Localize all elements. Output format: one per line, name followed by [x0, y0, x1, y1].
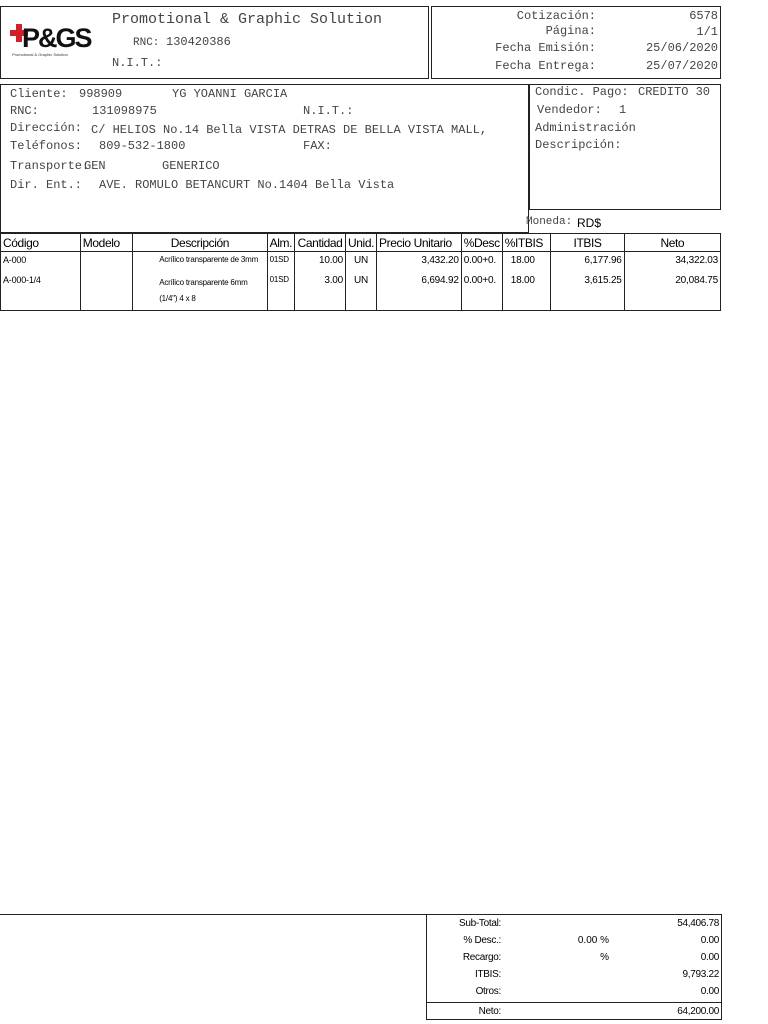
dir-ent-value: AVE. ROMULO BETANCURT No.1404 Bella Vista — [99, 178, 395, 192]
neto-value: 64,200.00 — [677, 1006, 719, 1017]
transporte-label: Transporte: — [10, 159, 90, 173]
neto-divider — [427, 1002, 721, 1003]
cell-desc: 0.00+0. — [461, 272, 502, 311]
col-precio: Precio Unitario — [377, 234, 462, 252]
emision-label: Fecha Emisión: — [495, 41, 596, 55]
recargo-value: 0.00 — [700, 952, 719, 963]
cliente-code: 998909 — [79, 87, 123, 101]
cell-pct-itbis: 18.00 — [502, 252, 551, 272]
table-header-row — [1, 234, 721, 252]
cell-alm: 01SD — [267, 252, 294, 272]
emision-value: 25/06/2020 — [645, 41, 718, 55]
col-itbis: ITBIS — [551, 234, 624, 252]
transporte-code: GEN — [84, 159, 106, 173]
cell-modelo — [80, 252, 132, 272]
pagina-label: Página: — [545, 24, 596, 38]
cell-neto: 20,084.75 — [624, 272, 720, 311]
totals-box — [426, 914, 722, 1020]
col-modelo: Modelo — [80, 234, 132, 252]
cell-desc: 0.00+0. — [461, 252, 502, 272]
otros-label: Otros: — [475, 986, 501, 997]
cell-pct-itbis: 18.00 — [502, 272, 551, 311]
cell-itbis: 3,615.25 — [551, 272, 624, 311]
client-rnc-label: RNC: — [10, 104, 39, 118]
table-row — [1, 272, 721, 311]
company-logo — [8, 24, 92, 60]
cell-precio: 6,694.92 — [377, 272, 462, 311]
subtotal-label: Sub-Total: — [458, 918, 501, 929]
vendedor-value: 1 — [619, 103, 627, 117]
cotizacion-value: 6578 — [689, 9, 718, 23]
col-cantidad: Cantidad — [295, 234, 346, 252]
client-rnc: 131098975 — [92, 104, 157, 118]
col-descripcion: Descripción — [133, 234, 267, 252]
desc-label: % Desc.: — [463, 935, 501, 946]
logo-mark: P&GS — [22, 23, 91, 53]
cell-precio: 3,432.20 — [377, 252, 462, 272]
cell-unid: UN — [346, 272, 377, 311]
cell-codigo: A-000-1/4 — [1, 272, 81, 311]
cell-itbis: 6,177.96 — [551, 252, 624, 272]
col-unid: Unid. — [346, 234, 377, 252]
cell-descripcion: Acrílico transparente 6mm (1/4") 4 x 8 — [133, 272, 267, 311]
cell-modelo — [80, 272, 132, 311]
recargo-pct: % — [600, 952, 609, 963]
company-name: Promotional & Graphic Solution — [112, 11, 383, 28]
direccion-value: C/ HELIOS No.14 Bella VISTA DETRAS DE BELLA VISTA MALL, — [91, 123, 488, 137]
company-rnc: 130420386 — [166, 35, 231, 49]
cotizacion-label: Cotización: — [516, 9, 596, 23]
itbis-label: ITBIS: — [475, 969, 501, 980]
items-table — [0, 233, 721, 311]
company-nit-label: N.I.T.: — [112, 56, 163, 70]
cliente-label: Cliente: — [10, 87, 68, 101]
logo-tagline: Promotional & Graphic Solution — [12, 52, 68, 57]
desc-value: 0.00 — [700, 935, 719, 946]
col-codigo: Código — [1, 234, 81, 252]
administracion-label: Administración — [535, 121, 636, 135]
cliente-name: YG YOANNI GARCIA — [172, 87, 288, 101]
condic-value: CREDITO 30 — [638, 85, 711, 99]
col-desc: %Desc — [461, 234, 502, 252]
cell-codigo: A-000 — [1, 252, 81, 272]
telefonos-value: 809-532-1800 — [99, 139, 186, 153]
cell-descripcion: Acrílico transparente de 3mm — [133, 252, 267, 272]
desc-pct: 0.00 % — [577, 935, 609, 946]
otros-value: 0.00 — [700, 986, 719, 997]
fax-label: FAX: — [303, 139, 332, 153]
moneda-value: RD$ — [577, 216, 602, 230]
cell-cantidad: 10.00 — [295, 252, 346, 272]
client-nit-label: N.I.T.: — [303, 104, 354, 118]
entrega-label: Fecha Entrega: — [495, 59, 596, 73]
cell-alm: 01SD — [267, 272, 294, 311]
itbis-value: 9,793.22 — [682, 969, 719, 980]
descripcion-label: Descripción: — [535, 138, 622, 152]
entrega-value: 25/07/2020 — [645, 59, 718, 73]
vendedor-label: Vendedor: — [537, 103, 602, 117]
col-pct-itbis: %ITBIS — [502, 234, 551, 252]
dir-ent-label: Dir. Ent.: — [10, 178, 83, 192]
condic-label: Condic. Pago: — [535, 85, 629, 99]
pagina-value: 1/1 — [696, 25, 718, 39]
moneda-label: Moneda: — [526, 216, 573, 228]
col-neto: Neto — [624, 234, 720, 252]
direccion-label: Dirección: — [10, 121, 83, 135]
cell-unid: UN — [346, 252, 377, 272]
col-alm: Alm. — [267, 234, 294, 252]
transporte-name: GENERICO — [162, 159, 220, 173]
telefonos-label: Teléfonos: — [10, 139, 83, 153]
table-row — [1, 252, 721, 272]
recargo-label: Recargo: — [462, 952, 501, 963]
subtotal-value: 54,406.78 — [677, 918, 719, 929]
cell-neto: 34,322.03 — [624, 252, 720, 272]
neto-label: Neto: — [478, 1006, 501, 1017]
cell-cantidad: 3.00 — [295, 272, 346, 311]
company-rnc-label: RNC: — [133, 37, 160, 49]
